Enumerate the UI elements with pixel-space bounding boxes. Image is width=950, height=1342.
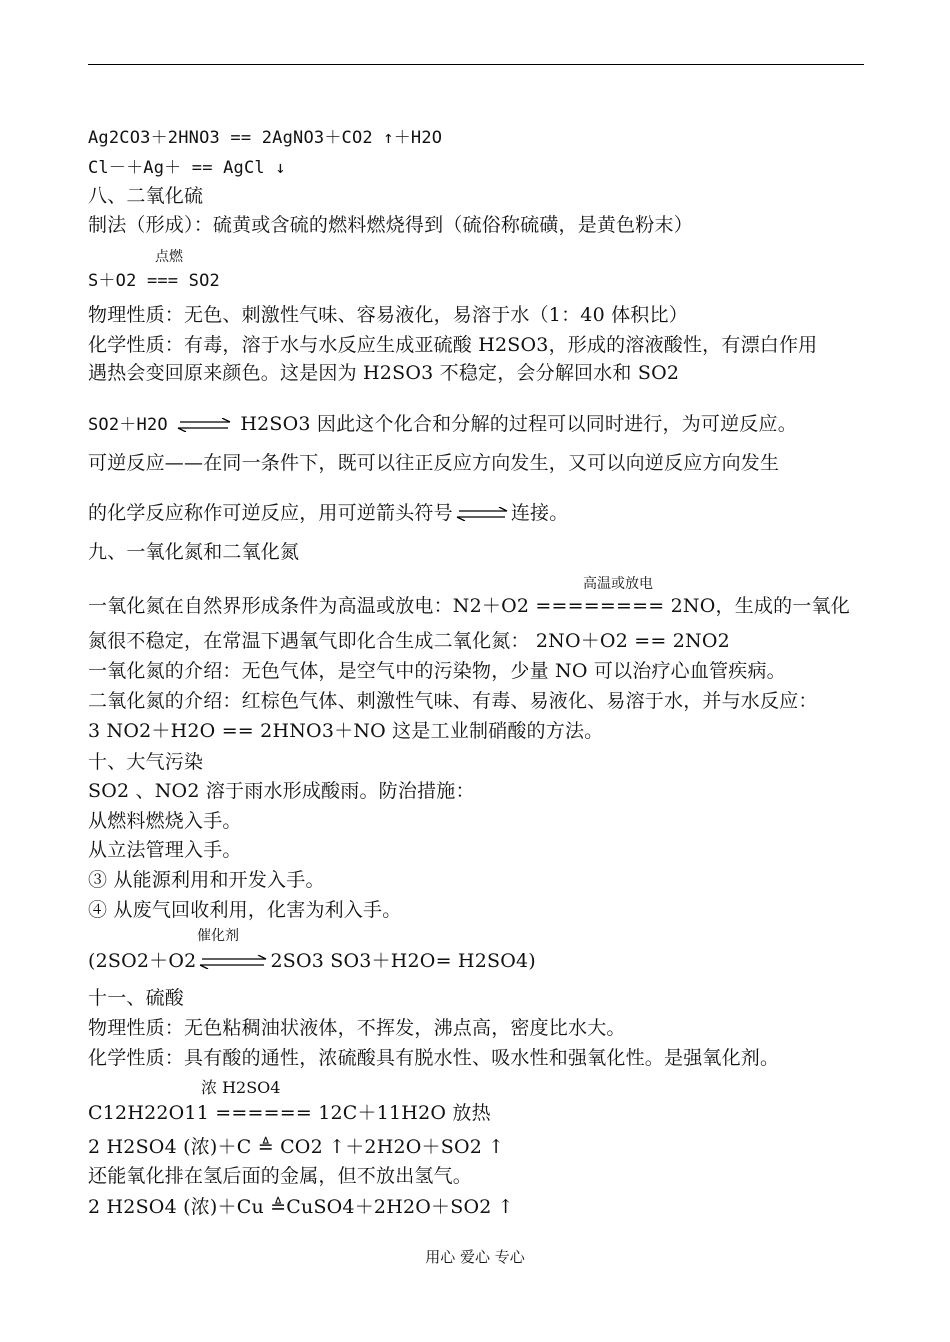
equation-copper-oxidation: 2 H2SO4 (浓)＋Cu ≜CuSO4＋2H2O＋SO2 ↑ xyxy=(88,1196,514,1218)
text-line: 可逆反应——在同一条件下，既可以往正反应方向发生，又可以向逆反应方向发生 xyxy=(88,452,780,474)
reversible-arrow-icon xyxy=(196,955,270,969)
text-line: 的化学反应称作可逆反应，用可逆箭头符号 连接。 xyxy=(88,502,569,524)
section-heading-10: 十、大气污染 xyxy=(88,751,204,773)
text-line: 化学性质：具有酸的通性，浓硫酸具有脱水性、吸水性和强氧化性。是强氧化剂。 xyxy=(88,1047,780,1069)
text-line: 物理性质：无色粘稠油状液体，不挥发，沸点高，密度比水大。 xyxy=(88,1017,626,1039)
equation-left: (2SO2＋O2 xyxy=(88,950,197,972)
text-line: 从立法管理入手。 xyxy=(88,839,242,861)
section-heading-8: 八、二氧化硫 xyxy=(88,185,204,207)
equation-sulfur-trioxide xyxy=(88,950,536,972)
equation-right: H2SO3 因此这个化合和分解的过程可以同时进行，为可逆反应。 xyxy=(240,413,797,435)
section-heading-11: 十一、硫酸 xyxy=(88,987,185,1009)
text-line: 物理性质：无色、刺激性气味、容易液化，易溶于水（1：40 体积比） xyxy=(88,304,688,326)
equation-left: SO2＋H2O xyxy=(88,415,168,435)
equation-silver-chloride: Cl－＋Ag＋ == AgCl ↓ xyxy=(88,158,286,178)
equation-carbon-oxidation: 2 H2SO4 (浓)＋C ≜ CO2 ↑＋2H2O＋SO2 ↑ xyxy=(88,1136,505,1158)
text-line: ④ 从废气回收利用，化害为利入手。 xyxy=(88,899,402,921)
text-line: 遇热会变回原来颜色。这是因为 H2SO3 不稳定，会分解回水和 SO2 xyxy=(88,362,680,384)
condition-label: 点燃 xyxy=(155,249,183,265)
text-line: 制法（形成）：硫黄或含硫的燃料燃烧得到（硫俗称硫磺，是黄色粉末） xyxy=(88,214,693,236)
condition-label: 高温或放电 xyxy=(583,576,653,592)
text-line: ③ 从能源利用和开发入手。 xyxy=(88,869,325,891)
text-line: 3 NO2＋H2O == 2HNO3＋NO 这是工业制硝酸的方法。 xyxy=(88,720,604,742)
reversible-arrow-icon xyxy=(453,507,511,521)
text-line: 从燃料燃烧入手。 xyxy=(88,810,242,832)
equation-sulfurous-acid xyxy=(88,413,797,436)
text-line: 还能氧化排在氢后面的金属，但不放出氢气。 xyxy=(88,1165,473,1187)
text-line: SO2 、NO2 溶于雨水形成酸雨。防治措施： xyxy=(88,780,475,802)
condition-label: 催化剂 xyxy=(197,928,239,944)
equation-sulfur-burning: S＋O2 === SO2 xyxy=(88,271,220,291)
section-heading-9: 九、一氧化氮和二氧化氮 xyxy=(88,541,300,563)
page-footer: 用心 爱心 专心 xyxy=(425,1248,525,1266)
text-line: 一氧化氮在自然界形成条件为高温或放电：N2＋O2 ======== 2NO，生成的一氧化 xyxy=(88,595,850,617)
condition-label: 浓 H2SO4 xyxy=(201,1078,281,1097)
equation-silver-carbonate: Ag2CO3＋2HNO3 == 2AgNO3＋CO2 ↑＋H2O xyxy=(88,128,443,148)
text-line: 化学性质：有毒，溶于水与水反应生成亚硫酸 H2SO3，形成的溶液酸性，有漂白作用 xyxy=(88,334,818,356)
text-line: 氮很不稳定，在常温下遇氧气即化合生成二氧化氮： 2NO＋O2 == 2NO2 xyxy=(88,630,730,652)
equation-right: 2SO3 SO3＋H2O= H2SO4) xyxy=(270,950,536,972)
equation-dehydration: C12H22O11 ====== 12C＋11H2O 放热 xyxy=(88,1102,491,1124)
header-rule xyxy=(88,64,864,65)
text-line: 二氧化氮的介绍：红棕色气体、刺激性气味、有毒、易液化、易溶于水，并与水反应： xyxy=(88,690,818,712)
text-line: 一氧化氮的介绍：无色气体，是空气中的污染物，少量 NO 可以治疗心血管疾病。 xyxy=(88,660,786,682)
reversible-arrow-icon xyxy=(174,418,234,432)
